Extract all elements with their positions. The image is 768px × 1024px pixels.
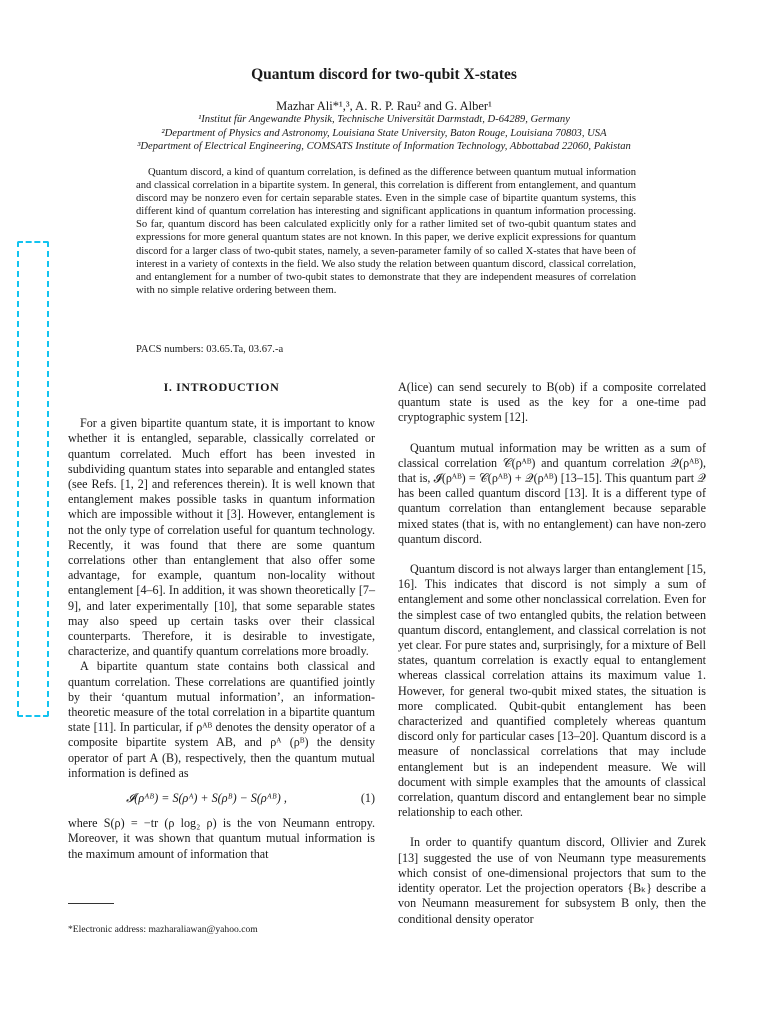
affiliation-1: ¹Institut für Angewandte Physik, Technische Universität Darmstadt, D-64289, Germany	[198, 114, 570, 125]
paragraph: Quantum mutual information may be written as a sum of classical correlation 𝒞(ρᴬᴮ) and quantum correlation 𝒬(ρᴬᴮ), that is, 𝓘(ρᴬᴮ) = 𝒞(ρᴬᴮ) + 𝒬(ρᴬᴮ) [13–15]. This quantum part 𝒬 has been called quantum discord [13]. It is a different type of quantum correlation than entanglement because separable mixed states (that is, with no entanglement) can have non-zero quantum discord.	[398, 440, 706, 546]
section-heading: I. INTRODUCTION	[163, 380, 280, 394]
paragraph: where S(ρ) = −tr (ρ log₂ ρ) is the von Neumann entropy. Moreover, it was shown that quantum mutual information is the maximum amount of information that	[68, 816, 375, 861]
paragraph: A bipartite quantum state contains both classical and quantum correlation. These correlations are quantified jointly by their ‘quantum mutual information’, an information-theoretic measure of the total correlation in a bipartite quantum state [11]. In particular, if ρᴬᴮ denotes the density operator of a composite bipartite system AB, and ρᴬ (ρᴮ) the density operator of part A (B), respectively, then the quantum mutual information is defined as	[68, 659, 375, 780]
footnote: *Electronic address: mazharaliawan@yahoo.com	[68, 924, 258, 935]
equation-number: (1)	[360, 791, 375, 806]
paper-title: Quantum discord for two-qubit X-states	[251, 66, 517, 83]
left-column	[68, 380, 375, 862]
pacs-numbers: PACS numbers: 03.65.Ta, 03.67.-a	[136, 344, 284, 355]
author-list: Mazhar Ali*¹,³, A. R. P. Rau² and G. Alber¹	[276, 99, 492, 113]
affiliations	[0, 113, 768, 154]
affiliation-3: ³Department of Electrical Engineering, COMSATS Institute of Information Technology, Abbottabad 22060, Pakistan	[137, 141, 631, 153]
paragraph: In order to quantify quantum discord, Ollivier and Zurek [13] suggested the use of von Neumann type measurements which consist of one-dimensional projectors that sum to the identity operator. Let the projection operators {Bₖ} describe a von Neumann measurement for subsystem B only, then the conditional density operator	[398, 835, 706, 926]
equation-1	[68, 791, 375, 806]
footnote-rule	[68, 903, 114, 904]
paragraph: Quantum discord is not always larger than entanglement [15, 16]. This indicates that discord is not simply a sum of entanglement and some other nonclassical correlation. Even for the simplest case of two entangled qubits, the relation between quantum discord, entanglement, and classical correlation is not yet clear. For pure states and, surprisingly, for a mixture of Bell states, quantum correlation is exactly equal to entanglement whereas classical correlation attains its maximum value 1. However, for general two-qubit mixed states, the situation is more complicated. Qubit-qubit entanglement has been characterized and quantified completely whereas quantum discord only for particular cases [13–20]. Quantum discord is a measure of nonclassical correlations that may include entanglement but is an independent measure. We will document with simple examples that the amounts of classical correlation, quantum discord and entanglement bear no simple relationship to each other.	[398, 562, 706, 820]
equation-body: 𝓘(ρᴬᴮ) = S(ρᴬ) + S(ρᴮ) − S(ρᴬᴮ) ,	[126, 791, 287, 806]
paragraph: For a given bipartite quantum state, it is important to know whether it is entangled, separable, classically correlated or quantum correlated. Much effort has been invested in subdividing quantum states into separable and entangled states (see Refs. [1, 2] and references therein). It is well known that entanglement makes possible tasks in quantum information which are impossible without it [3]. However, entanglement is not the only type of correlation useful for quantum technology. Recently, it was found that there are some quantum correlations other than entanglement that also offer some advantage, for example, quantum non-locality without entanglement [4–6]. In addition, it was shown theoretically [7–9], and later experimentally [10], that some separable states may also speed up certain tasks over their classical counterparts. Therefore, it is desirable to investigate, characterize, and quantify quantum correlations more broadly.	[68, 416, 375, 659]
right-column	[398, 380, 706, 927]
affiliation-2: ²Department of Physics and Astronomy, Louisiana State University, Baton Rouge, Louisiana 70803, USA	[161, 127, 607, 139]
paragraph: A(lice) can send securely to B(ob) if a composite correlated quantum state is used as the key for a one-time pad cryptographic system [12].	[398, 380, 706, 425]
abstract: Quantum discord, a kind of quantum correlation, is defined as the difference between quantum mutual information and classical correlation in a bipartite system. In general, this correlation is different from entanglement, and quantum discord may be nonzero even for certain separable states. Even in the simple case of bipartite quantum systems, this different kind of quantum correlation has interesting and significant applications in quantum information processing. So far, quantum discord has been calculated explicitly only for a rather limited set of two-qubit quantum states and expressions for more general quantum states are not known. In this paper, we derive explicit expressions for quantum discord for a larger class of two-qubit states, namely, a seven-parameter family of so called X-states that have been of interest in a variety of contexts in the field. We also study the relation between quantum discord, classical correlation, and entanglement for a number of two-qubit states to demonstrate that they are independent measures of correlation with no simple relative ordering between them.	[136, 167, 636, 296]
arxiv-sidebar-stamp	[17, 241, 49, 717]
